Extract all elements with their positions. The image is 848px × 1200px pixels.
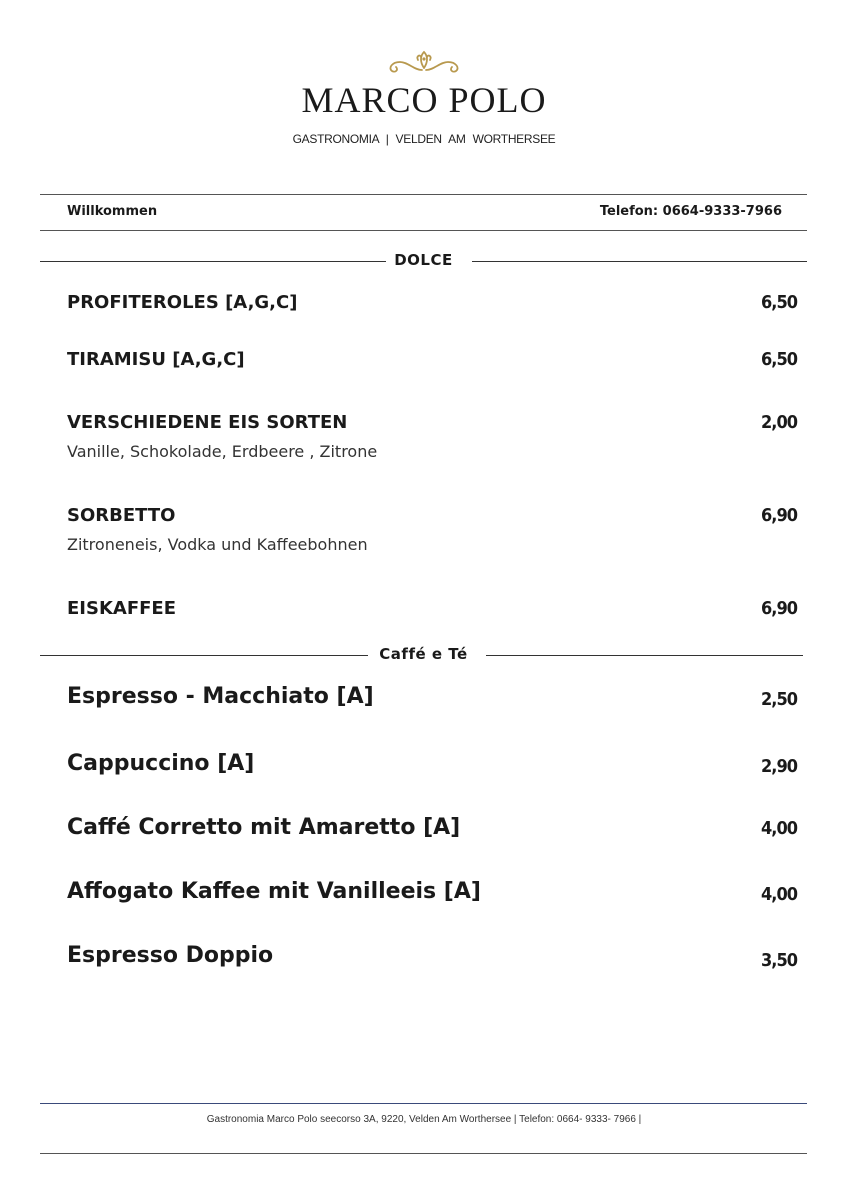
item-description: Vanille, Schokolade, Erdbeere , Zitrone	[67, 442, 378, 461]
menu-item	[67, 815, 797, 840]
section-divider-right	[472, 261, 807, 262]
item-name: PROFITEROLES [A,G,C]	[67, 292, 298, 313]
item-price: 4,00	[761, 818, 797, 839]
item-price: 6,90	[761, 598, 797, 619]
section-header-dolce	[40, 251, 807, 271]
menu-item	[67, 292, 797, 313]
item-price: 6,50	[761, 292, 797, 313]
section-divider-right	[486, 655, 803, 656]
item-price: 4,00	[761, 884, 797, 905]
menu-item	[67, 349, 797, 370]
item-name: Espresso - Macchiato [A]	[67, 684, 374, 709]
item-price: 2,50	[761, 689, 797, 710]
item-price: 3,50	[761, 950, 797, 971]
item-name: Espresso Doppio	[67, 943, 274, 968]
item-price: 6,90	[761, 505, 797, 526]
brand-name: MARCO POLO	[301, 80, 547, 120]
info-bar-bottom-rule	[40, 230, 807, 231]
section-header-caffe	[40, 645, 807, 665]
item-price: 2,00	[761, 412, 797, 433]
item-name: Cappuccino [A]	[67, 751, 255, 776]
menu-item	[67, 943, 797, 971]
item-description: Zitroneneis, Vodka und Kaffeebohnen	[67, 535, 368, 554]
item-name: VERSCHIEDENE EIS SORTEN	[67, 412, 348, 433]
menu-item	[67, 879, 797, 904]
item-name: TIRAMISU [A,G,C]	[67, 349, 245, 370]
menu-item	[67, 412, 797, 461]
logo	[0, 48, 848, 146]
section-title: DOLCE	[394, 251, 453, 269]
item-name: SORBETTO	[67, 505, 176, 526]
item-name: Caffé Corretto mit Amaretto [A]	[67, 815, 461, 840]
brand-tagline: GASTRONOMIA | VELDEN AM WORTHERSEE	[292, 132, 556, 146]
menu-item	[67, 684, 797, 709]
menu-item	[67, 598, 797, 619]
info-bar-top-rule	[40, 194, 807, 195]
item-price: 6,50	[761, 349, 797, 370]
phone-text: Telefon: 0664-9333-7966	[599, 204, 782, 219]
scroll-ornament-icon	[378, 48, 470, 76]
section-title: Caffé e Té	[379, 645, 468, 663]
menu-item	[67, 505, 797, 554]
footer-bottom-rule	[40, 1153, 807, 1154]
welcome-text: Willkommen	[67, 204, 158, 219]
item-name: EISKAFFEE	[67, 598, 177, 619]
item-price: 2,90	[761, 756, 797, 777]
menu-item	[67, 751, 797, 776]
footer-address: Gastronomia Marco Polo seecorso 3A, 9220, Velden Am Worthersee | Telefon: 0664- 9333- 7966 |	[206, 1114, 642, 1125]
footer-top-rule	[40, 1103, 807, 1104]
item-name: Affogato Kaffee mit Vanilleeis [A]	[67, 879, 481, 904]
